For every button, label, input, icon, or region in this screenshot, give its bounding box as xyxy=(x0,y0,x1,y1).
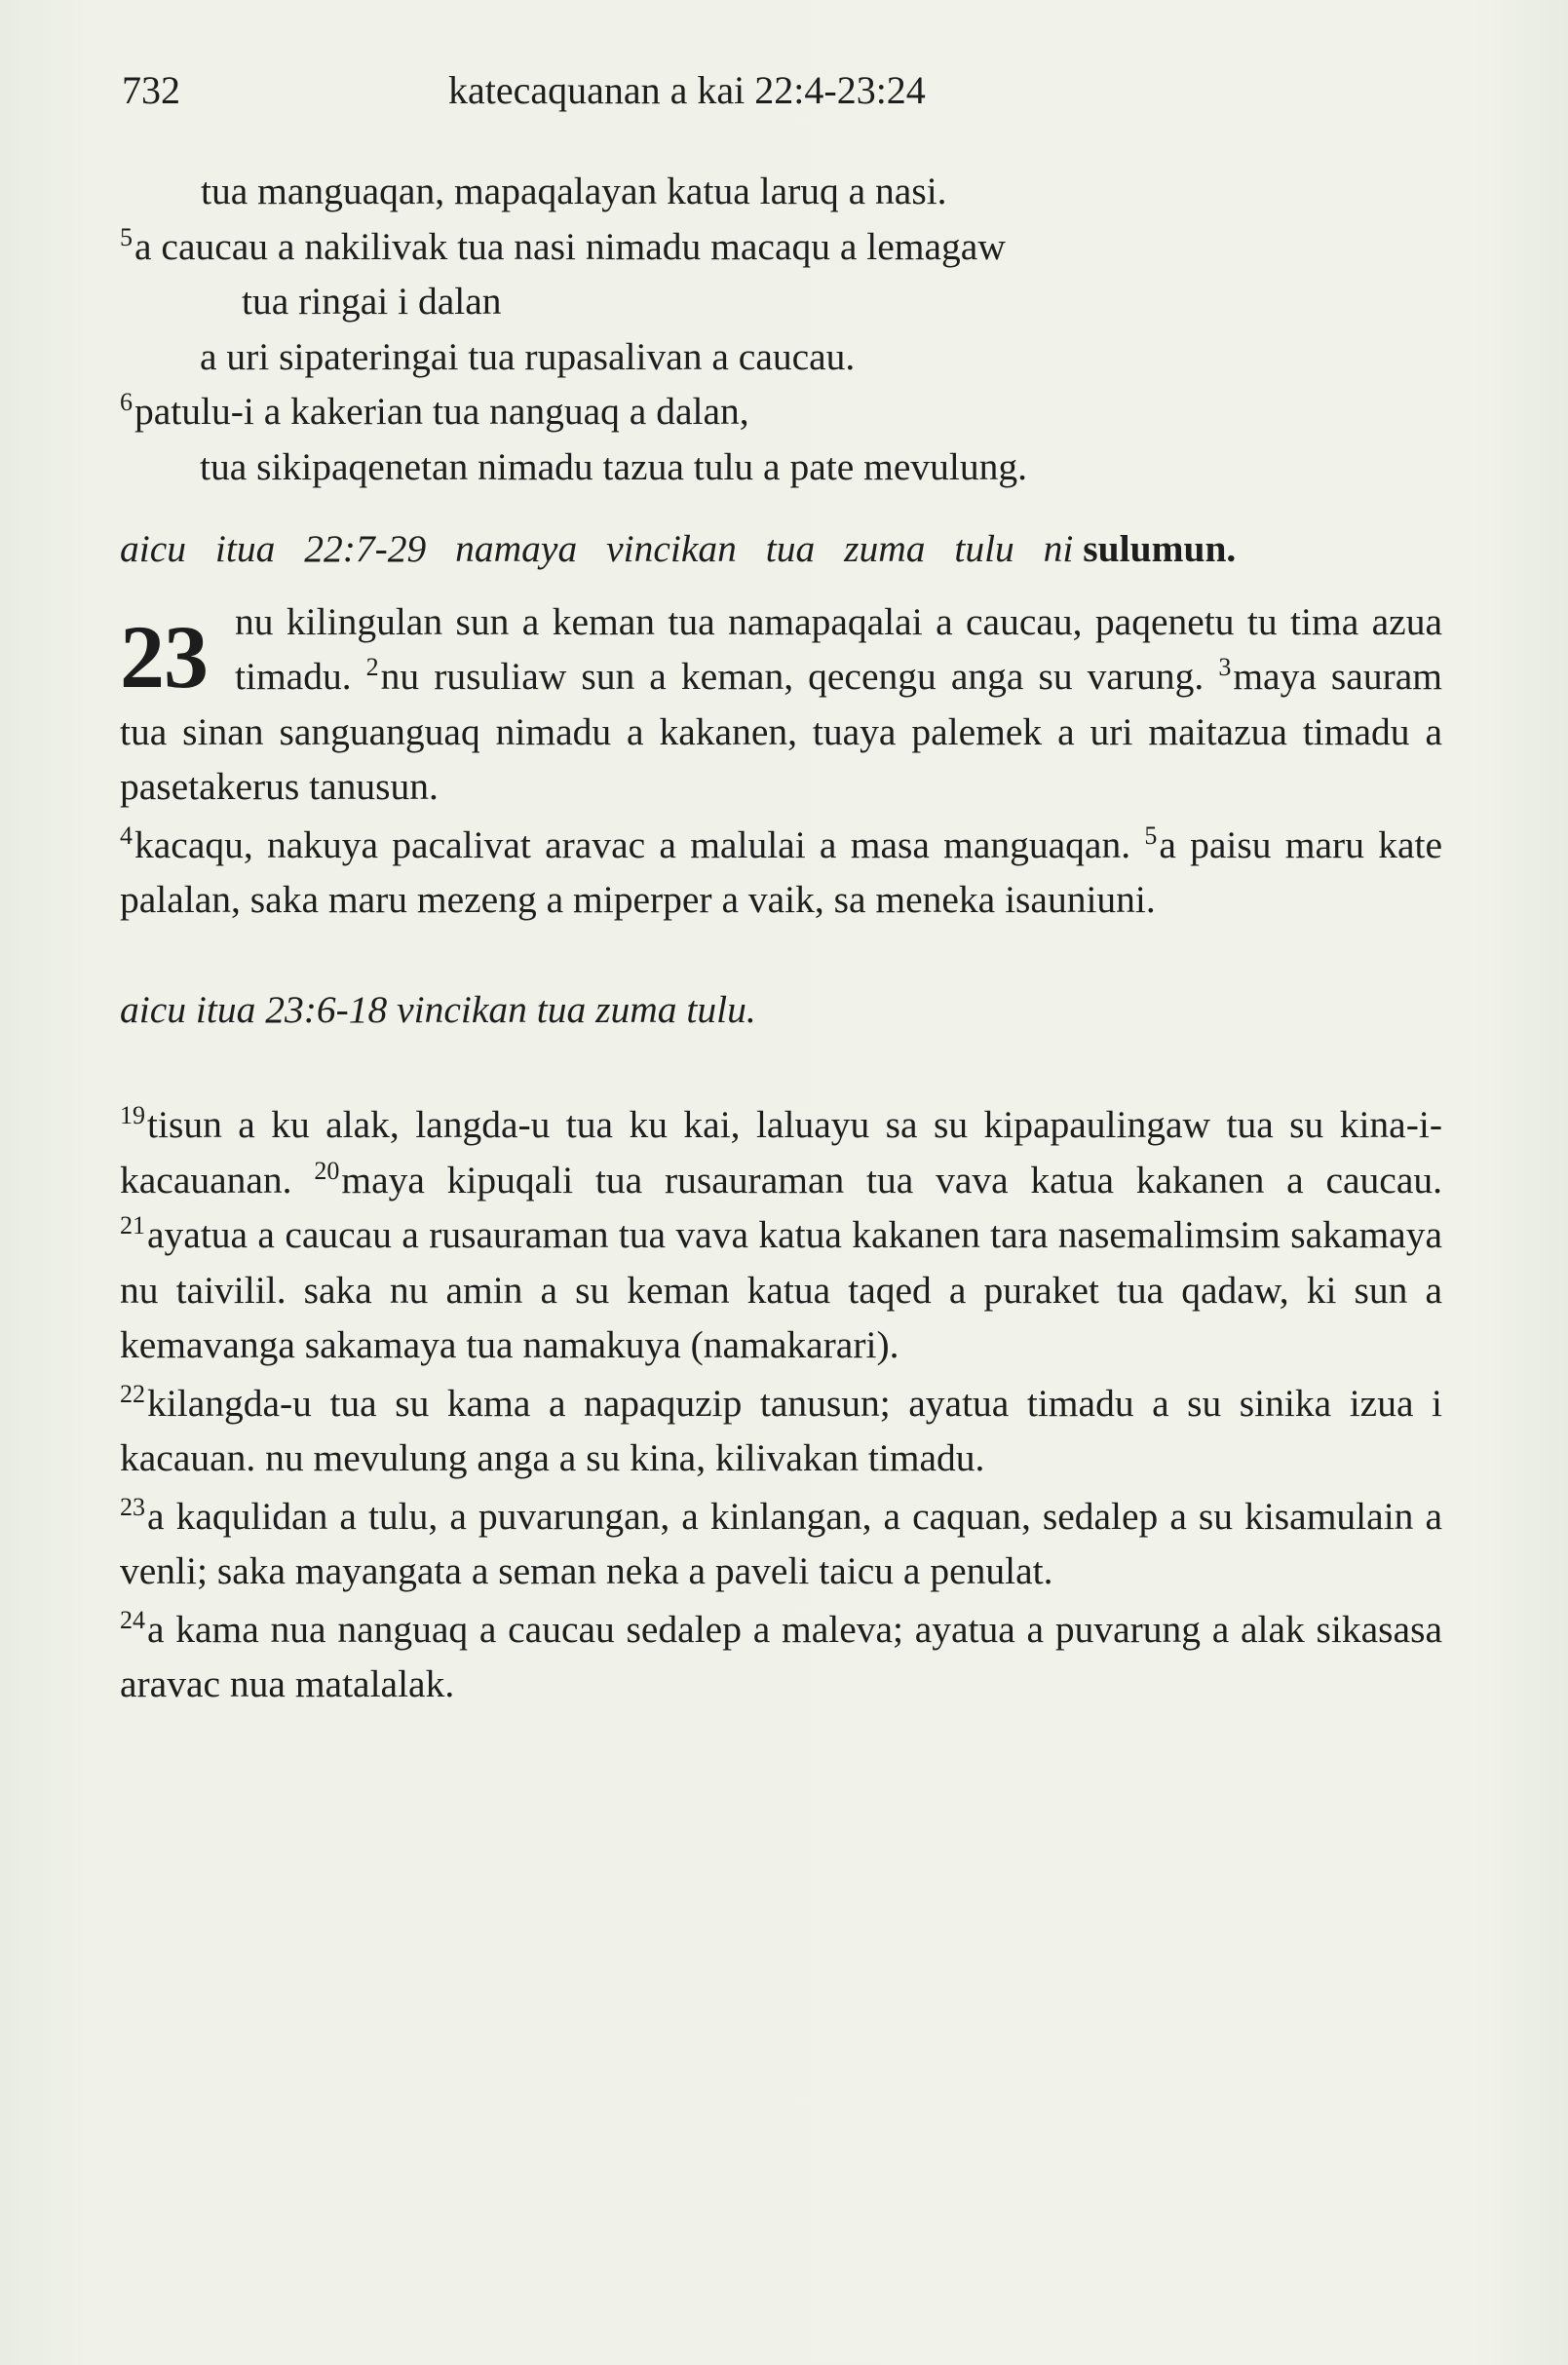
paragraph xyxy=(120,1489,1442,1599)
section-note xyxy=(120,521,1442,577)
verse-text: kacaqu, nakuya pacalivat aravac a malulai a masa manguaqan. xyxy=(134,822,1131,866)
section-note: aicu itua 23:6-18 vincikan tua zuma tulu. xyxy=(120,987,756,1031)
verse-number: 2 xyxy=(365,653,379,681)
verse-text: a kama nua nanguaq a caucau sedalep a maleva; ayatua a puvarung a alak sikasasa aravac nua matalalak. xyxy=(120,1607,1442,1705)
paragraph xyxy=(120,1097,1442,1373)
chapter-number: 23 xyxy=(120,606,208,706)
paragraph xyxy=(120,1376,1442,1486)
chapter-paragraph xyxy=(120,594,1442,815)
verse-number: 24 xyxy=(120,1605,145,1634)
running-title: katecaquanan a kai 22:4-23:24 xyxy=(448,68,926,112)
verse-number: 21 xyxy=(120,1211,145,1240)
verse-text: maya sauram tua sinan sanguanguaq nimadu a kakanen, tuaya palemek a uri maitazua timadu a pasetakerus tanusun. xyxy=(120,655,1442,808)
verse-text: ayatua a caucau a rusauraman tua vava katua kakanen tara nasemalimsim sakamaya nu taivilil. saka nu amin a su keman katua taqed a puraket tua qadaw, ki sun a kemavanga sakamaya tua namakuya (namakarari). xyxy=(120,1213,1442,1366)
verse-text: maya kipuqali tua rusauraman tua vava katua kakanen a caucau. xyxy=(341,1158,1442,1202)
page-header xyxy=(122,66,1442,115)
poetry-line: tua sikipaqenetan nimadu tazua tulu a pate mevulung. xyxy=(200,444,1027,488)
section-note-italic: aicu itua 22:7-29 namaya vincikan tua zuma tulu ni xyxy=(120,527,1074,570)
paragraph xyxy=(120,1602,1442,1712)
section-note-bold: sulumun. xyxy=(1083,527,1237,570)
poetry-line: $^5$a caucau a nakilivak tua nasi nimadu macaqu a lemagaw xyxy=(120,222,1006,268)
chapter-intro: nu kilingulan sun a keman tua namapaqalai a caucau, paqenetu tu tima azua timadu. xyxy=(235,599,1442,698)
verse-text: a paisu maru kate palalan, saka maru mezeng a miperper a vaik, sa meneka isauniuni. xyxy=(120,822,1443,921)
poetry-line: tua ringai i dalan xyxy=(242,280,502,323)
page-number: 732 xyxy=(122,68,180,112)
poetry-line: $^6$patulu-i a kakerian tua nanguaq a dalan, xyxy=(120,388,749,433)
verse-number: 5 xyxy=(1144,820,1158,850)
verse-number: 22 xyxy=(120,1379,145,1408)
verse-number: 20 xyxy=(314,1156,340,1185)
poetry-line: a uri sipateringai tua rupasalivan a caucau. xyxy=(200,334,856,378)
verse-number: 23 xyxy=(120,1492,145,1521)
poetry-line: tua manguaqan, mapaqalayan katua laruq a nasi. xyxy=(201,170,947,212)
verse-text: a kaqulidan a tulu, a puvarungan, a kinlangan, a caquan, sedalep a su kisamulain a venli; saka mayangata a seman neka a paveli taicu a penulat. xyxy=(120,1494,1442,1592)
verse-number: 3 xyxy=(1218,653,1232,681)
body-text xyxy=(120,164,1442,1712)
verse-text: tisun a ku alak, langda-u tua ku kai, laluayu sa su kipapaulingaw tua su kina-i-kacauanan. xyxy=(120,1103,1442,1202)
verse-number: 4 xyxy=(120,820,133,850)
verse-number: 19 xyxy=(120,1101,145,1129)
paragraph xyxy=(120,818,1442,928)
verse-number: 6 xyxy=(120,388,133,416)
verse-text: nu rusuliaw sun a keman, qecengu anga su varung. xyxy=(380,655,1205,698)
verse-number: 5 xyxy=(120,222,133,251)
verse-text: kilangda-u tua su kama a napaquzip tanusun; ayatua timadu a su sinika izua i kacauan. nu mevulung anga a su kina, kilivakan timadu. xyxy=(120,1381,1442,1479)
